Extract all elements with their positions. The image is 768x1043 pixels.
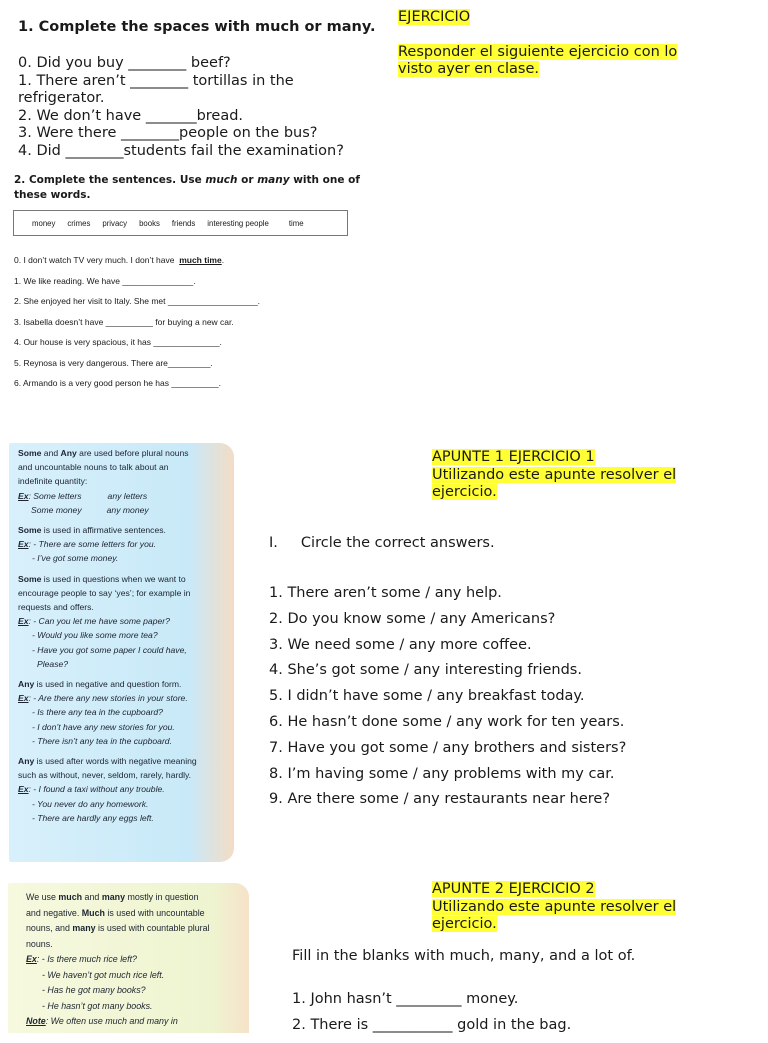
card-ex-label: Ex: [18, 490, 29, 501]
card-example: - I’ve got some money.: [32, 553, 119, 564]
word-box-item: time: [288, 218, 304, 228]
list-item: 2. Do you know some / any Americans?: [269, 610, 556, 627]
apunte2-subheading: Utilizando este apunte resolver el ejercicio.: [432, 898, 677, 932]
card-note: : We often use much and many in: [45, 1016, 178, 1026]
word-box-item: money: [32, 218, 56, 228]
list-item: 1. We like reading. We have _______________.: [14, 275, 196, 286]
card-example: Some letters: [33, 490, 82, 501]
list-item: 6. He hasn’t done some / any work for ten years.: [269, 713, 625, 730]
card-example: - We haven’t got much rice left.: [42, 969, 165, 980]
list-item: 1. John hasn’t _________ money.: [292, 991, 519, 1007]
card-term: Any: [18, 756, 35, 767]
apunte1-heading: APUNTE 1 EJERCICIO 1: [432, 449, 595, 465]
ejercicio-instruction: Responder el siguiente ejercicio con lo visto ayer en clase.: [398, 43, 678, 77]
card-term: Some: [18, 525, 42, 536]
grammar-card-some-any: Some and Any are used before plural nouns and uncountable nouns to talk about an indefinite quantity: Ex: Some letters any letters Some money any money Some is used in affirmative sentences. Ex: - There are some letters for you. - I’ve got some money. Some is used in questions when we want to encourage people to say ‘yes’; for example in requests and offers. Ex: - Can you let me have some paper? - Would you like some more tea? - Have you got some paper I could have, Please? Any is used in negative and question form. Ex: - Are there any new stories in your store. - Is there any tea in the cupboard? - I don’t have any new stories for you. - There isn’t any tea in the cupboard. Any is used after words with negative meaning such as without, never, seldom, rarely, hardly. Ex: - I found a taxi without any trouble. - You never do any homework. - There are hardly any eggs left.: [9, 443, 234, 862]
card-text: and: [82, 892, 102, 902]
apunte1-instruction: I. Circle the correct answers.: [269, 535, 495, 551]
card-term: much: [58, 892, 83, 902]
list-item: 2. There is ___________ gold in the bag.: [292, 1017, 572, 1033]
card-text: requests and offers.: [18, 602, 94, 613]
apunte1-header: [432, 449, 692, 502]
card-example: - Have you got some paper I could have,: [32, 644, 187, 655]
card-text: is used in affirmative sentences.: [41, 525, 166, 536]
list-item: 6. Armando is a very good person he has __________.: [14, 378, 221, 388]
list-item: 0. Did you buy ________ beef?: [18, 55, 231, 71]
card-example: - Is there much rice left?: [39, 954, 137, 964]
example-prefix: 0. I don’t watch TV very much. I don’t have: [14, 255, 180, 265]
apunte2-heading: APUNTE 2 EJERCICIO 2: [432, 881, 595, 897]
section2-title-much: much: [205, 174, 238, 186]
list-item: 4. Did ________students fail the examination?: [18, 142, 344, 159]
card-example: any letters: [107, 490, 148, 501]
list-item: 7. Have you got some / any brothers and sisters?: [269, 739, 627, 756]
grammar-card-much-many: We use much and many mostly in question and negative. Much is used with uncountable nouns, and many is used with countable plural nouns. Ex: - Is there much rice left? - We haven’t got much rice left. - Has he got many books? - He hasn’t got many books. Note: We often use much and many in: [8, 883, 249, 1033]
section1-list: [18, 55, 358, 160]
word-box-item: crimes: [67, 218, 91, 228]
example-sentence: [14, 254, 374, 275]
list-item: 3. We need some / any more coffee.: [269, 636, 532, 653]
card-example: - There are some letters for you.: [30, 539, 157, 550]
card-example: Some money: [31, 504, 82, 515]
list-item: 3. Were there ________people on the bus?: [18, 125, 318, 141]
section2-title-many: many: [257, 174, 290, 186]
apunte2-instruction: Fill in the blanks with much, many, and a lot of.: [292, 948, 636, 964]
word-box-item: privacy: [102, 218, 128, 228]
ejercicio-header: [398, 9, 698, 79]
list-item: 9. Are there some / any restaurants near here?: [269, 791, 611, 808]
section1-title: 1. Complete the spaces with much or many.: [18, 19, 376, 35]
example-suffix: .: [221, 255, 225, 265]
card-text: mostly in question: [125, 892, 199, 902]
card-example: - There are hardly any eggs left.: [32, 812, 154, 823]
apunte1-list: [269, 585, 739, 817]
list-item: 5. I didn’t have some / any breakfast today.: [269, 688, 585, 705]
card-text: We use: [26, 892, 59, 902]
card-term: Any: [60, 448, 77, 458]
card-term: many: [101, 892, 126, 902]
card-ex-label: Ex: [18, 539, 29, 550]
card-term: Some: [18, 448, 42, 458]
apunte2-list: [292, 991, 732, 1043]
section2-title-or: or: [237, 174, 258, 186]
word-box: [13, 210, 348, 236]
list-item: 2. We don’t have _______bread.: [18, 107, 244, 124]
card-text: such as without, never, seldom, rarely, hardly.: [18, 770, 192, 781]
card-text: is used with countable plural: [95, 923, 210, 933]
card-text: nouns.: [26, 938, 53, 949]
section2-title-prefix: 2. Complete the sentences. Use: [14, 174, 206, 186]
card-text: is used after words with negative meaning: [34, 756, 197, 767]
list-item: 4. Our house is very spacious, it has ______________.: [14, 337, 222, 347]
card-text: and negative.: [26, 907, 82, 918]
card-example: - Is there any tea in the cupboard?: [32, 707, 163, 718]
card-text: and: [41, 448, 61, 458]
card-text: indefinite quantity:: [18, 476, 88, 487]
card-example: - I don’t have any new stories for you.: [32, 721, 175, 732]
list-item: 1. There aren’t ________ tortillas in the refrigerator.: [18, 72, 299, 106]
card-text: is used in questions when we want to: [41, 573, 186, 584]
card-example: - Has he got many books?: [42, 985, 146, 995]
card-example: - Are there any new stories in your store.: [30, 693, 188, 704]
word-box-item: friends: [171, 218, 196, 228]
card-text: nouns, and: [26, 923, 73, 933]
example-answer: much time: [179, 255, 222, 265]
card-text: is used with uncountable: [104, 907, 205, 918]
card-text: are used before plural nouns: [76, 448, 189, 458]
list-item: 5. Reynosa is very dangerous. There are_________.: [14, 357, 213, 368]
list-item: 8. I’m having some / any problems with my car.: [269, 765, 615, 782]
card-text: is used in negative and question form.: [34, 679, 182, 690]
card-example: Please?: [37, 658, 69, 669]
card-example: - You never do any homework.: [32, 798, 149, 809]
card-example: - He hasn’t got many books.: [42, 1000, 153, 1011]
section2-title: [14, 173, 364, 202]
card-example: - Would you like some more tea?: [32, 630, 158, 641]
card-term: many: [72, 923, 96, 933]
card-example: - I found a taxi without any trouble.: [30, 784, 165, 795]
card-term: Some: [18, 573, 42, 584]
card-ex-label: Ex: [18, 784, 29, 795]
list-item: 1. There aren’t some / any help.: [269, 585, 502, 601]
card-ex-label: Ex: [26, 954, 37, 964]
section2-list: [14, 254, 374, 398]
card-text: and uncountable nouns to talk about an: [18, 462, 169, 473]
apunte1-subheading: Utilizando este apunte resolver el ejercicio.: [432, 466, 677, 500]
card-ex-label: Ex: [18, 616, 29, 627]
card-example: - There isn’t any tea in the cupboard.: [32, 735, 172, 746]
list-item: 2. She enjoyed her visit to Italy. She met ___________________.: [14, 296, 261, 306]
card-example: - Can you let me have some paper?: [30, 616, 170, 627]
list-item: 3. Isabella doesn’t have __________ for buying a new car.: [14, 316, 234, 327]
section2-title-suffix: with one of these words.: [14, 174, 360, 201]
card-note-label: Note: [26, 1016, 46, 1026]
word-box-item: books: [139, 218, 160, 228]
card-term: Much: [81, 907, 105, 918]
list-item: 4. She’s got some / any interesting friends.: [269, 662, 582, 679]
word-box-item: interesting people: [207, 218, 269, 228]
ejercicio-heading: EJERCICIO: [398, 9, 471, 25]
card-text: encourage people to say ‘yes’; for example in: [18, 587, 191, 598]
card-term: Any: [18, 679, 35, 690]
apunte2-header: [432, 881, 692, 934]
card-ex-label: Ex: [18, 693, 29, 704]
card-example: any money: [106, 504, 149, 515]
